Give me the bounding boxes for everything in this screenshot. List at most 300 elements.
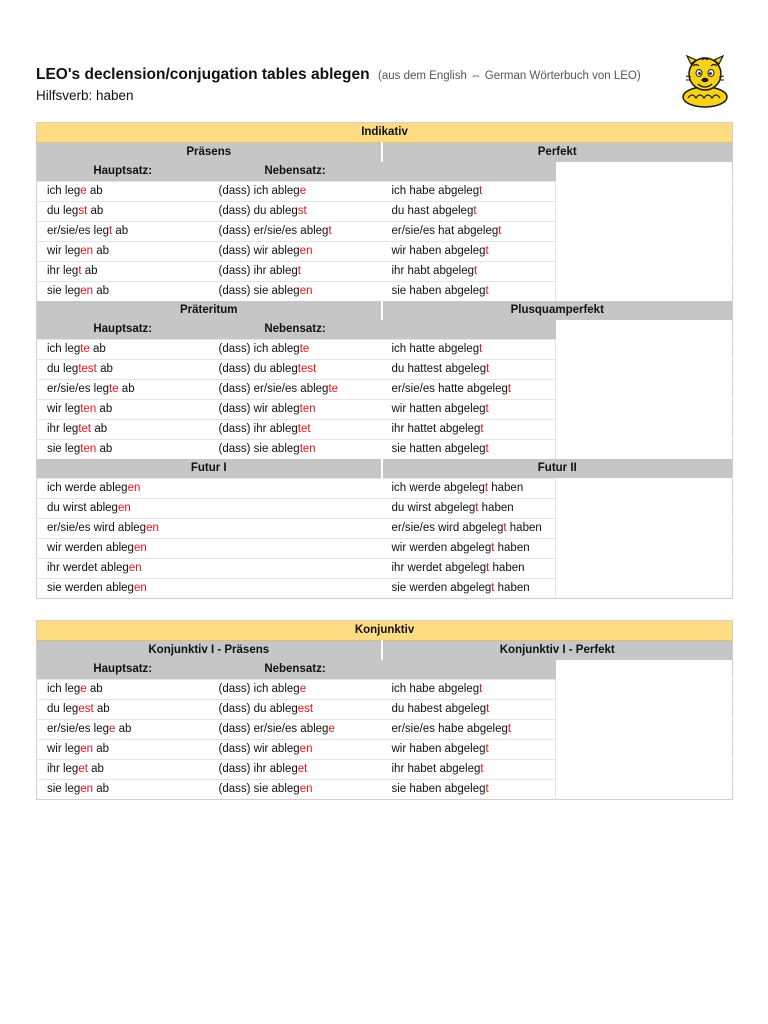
mood-header: Indikativ: [37, 123, 733, 143]
row-spacer: [556, 340, 733, 360]
compound-form: [382, 440, 556, 460]
table-row: [37, 440, 733, 460]
form-ending: en: [128, 562, 142, 574]
row-spacer: [556, 760, 733, 780]
subheader-nebensatz: Nebensatz:: [209, 660, 382, 680]
compound-form: [382, 479, 556, 499]
form-ending: t: [480, 423, 484, 435]
subheader-empty: [556, 660, 733, 680]
form-stem: (dass) sie ableg: [218, 443, 300, 455]
form-stem: ihr hattet abgeleg: [391, 423, 481, 435]
form-tail: ab: [96, 443, 113, 455]
form-stem: wir hatten abgeleg: [391, 403, 486, 415]
table-row: [37, 282, 733, 302]
table-row: [37, 579, 733, 599]
form-tail: ab: [86, 185, 103, 197]
compound-form: [382, 202, 556, 222]
table-row: [37, 760, 733, 780]
form-tail: haben: [489, 562, 525, 574]
form-stem: sie werden ableg: [47, 582, 134, 594]
form-tail: ab: [96, 363, 113, 375]
form-stem: du habest abgeleg: [391, 703, 487, 715]
form-tail: ab: [93, 285, 110, 297]
form-stem: wir werden ableg: [47, 542, 134, 554]
form-ending: t: [473, 265, 478, 277]
form-ending: t: [485, 403, 489, 415]
table-row: [37, 720, 733, 740]
subheader-blank: [382, 320, 556, 340]
form-ending: t: [109, 225, 113, 237]
form-ending: t: [485, 783, 489, 795]
subheader-hauptsatz: Hauptsatz:: [37, 660, 209, 680]
form-stem: du leg: [47, 205, 79, 217]
form-stem: du hattest abgeleg: [391, 363, 487, 375]
form-stem: (dass) ich ableg: [218, 343, 300, 355]
form-stem: du leg: [47, 703, 79, 715]
hauptsatz-form: [37, 559, 209, 579]
title-line: [36, 66, 641, 84]
form-stem: er/sie/es wird ableg: [47, 522, 147, 534]
hauptsatz-form: [37, 380, 209, 400]
form-ending: st: [78, 205, 88, 217]
form-ending: t: [507, 383, 512, 395]
hauptsatz-form: [37, 440, 209, 460]
hauptsatz-form: [37, 242, 209, 262]
nebensatz-form: [209, 700, 382, 720]
compound-form: [382, 740, 556, 760]
form-stem: er/sie/es wird abgeleg: [391, 522, 504, 534]
hauptsatz-form: [37, 262, 209, 282]
form-stem: ich leg: [47, 343, 81, 355]
form-stem: ich hatte abgeleg: [391, 343, 480, 355]
page-title: LEO's declension/conjugation tables ablegen: [36, 66, 370, 83]
row-spacer: [556, 202, 733, 222]
table-row: [37, 740, 733, 760]
form-ending: en: [80, 245, 94, 257]
leo-lion-logo-icon: [678, 52, 732, 108]
compound-form: [382, 780, 556, 800]
tense-header-right: Perfekt: [382, 143, 733, 163]
form-ending: t: [485, 443, 489, 455]
form-stem: (dass) sie ableg: [218, 783, 300, 795]
form-ending: ten: [80, 443, 97, 455]
form-stem: (dass) er/sie/es ableg: [218, 723, 329, 735]
nebensatz-form: [209, 519, 382, 539]
nebensatz-form: [209, 360, 382, 380]
form-tail: ab: [118, 383, 135, 395]
compound-form: [382, 282, 556, 302]
form-ending: t: [328, 225, 332, 237]
form-tail: ab: [86, 683, 103, 695]
row-spacer: [556, 242, 733, 262]
form-ending: en: [299, 783, 313, 795]
form-ending: t: [479, 343, 483, 355]
compound-form: [382, 360, 556, 380]
form-stem: wir leg: [47, 743, 81, 755]
tense-header-right: Konjunktiv I - Perfekt: [382, 641, 733, 661]
form-ending: tet: [78, 423, 92, 435]
form-stem: (dass) ich ableg: [218, 185, 300, 197]
form-ending: est: [297, 703, 314, 715]
row-spacer: [556, 262, 733, 282]
form-ending: en: [299, 245, 313, 257]
compound-form: [382, 222, 556, 242]
table-row: [37, 182, 733, 202]
hauptsatz-form: [37, 740, 209, 760]
tense-header-left: Konjunktiv I - Präsens: [37, 641, 382, 661]
compound-form: [382, 760, 556, 780]
form-stem: du hast abgeleg: [391, 205, 474, 217]
form-stem: ihr leg: [47, 763, 79, 775]
form-stem: sie leg: [47, 443, 81, 455]
hauptsatz-form: [37, 700, 209, 720]
form-ending: t: [498, 225, 502, 237]
row-spacer: [556, 579, 733, 599]
form-tail: haben: [506, 522, 542, 534]
form-ending: e: [80, 185, 87, 197]
table-row: [37, 519, 733, 539]
form-ending: en: [133, 582, 147, 594]
form-stem: ich leg: [47, 683, 81, 695]
compound-form: [382, 539, 556, 559]
form-stem: ihr leg: [47, 423, 79, 435]
form-stem: ich leg: [47, 185, 81, 197]
form-stem: er/sie/es habe abgeleg: [391, 723, 508, 735]
form-ending: en: [146, 522, 159, 534]
form-ending: st: [297, 205, 307, 217]
hauptsatz-form: [37, 579, 209, 599]
hauptsatz-form: [37, 760, 209, 780]
subheader-empty: [556, 162, 733, 182]
form-stem: du wirst ableg: [47, 502, 118, 514]
form-ending: t: [78, 265, 82, 277]
form-ending: t: [503, 522, 507, 534]
form-ending: t: [479, 683, 483, 695]
form-stem: (dass) ich ableg: [218, 683, 300, 695]
form-stem: sie haben abgeleg: [391, 783, 486, 795]
form-ending: e: [299, 683, 307, 695]
form-tail: ab: [93, 703, 110, 715]
table-row: [37, 479, 733, 499]
form-ending: en: [80, 783, 94, 795]
form-stem: wir haben abgeleg: [391, 743, 486, 755]
table-row: [37, 559, 733, 579]
form-stem: er/sie/es leg: [47, 383, 110, 395]
form-ending: te: [299, 343, 310, 355]
nebensatz-form: [209, 202, 382, 222]
row-spacer: [556, 700, 733, 720]
hauptsatz-form: [37, 282, 209, 302]
compound-form: [382, 700, 556, 720]
form-stem: er/sie/es leg: [47, 723, 110, 735]
hauptsatz-form: [37, 519, 209, 539]
form-ending: test: [78, 363, 97, 375]
form-stem: (dass) ihr ableg: [218, 265, 298, 277]
form-ending: t: [475, 502, 479, 514]
table-row: [37, 680, 733, 700]
table-row: [37, 340, 733, 360]
row-spacer: [556, 680, 733, 700]
hauptsatz-form: [37, 539, 209, 559]
form-tail: ab: [81, 265, 98, 277]
table-row: [37, 539, 733, 559]
table-row: [37, 780, 733, 800]
form-tail: ab: [91, 423, 108, 435]
form-ending: t: [480, 763, 484, 775]
nebensatz-form: [209, 340, 382, 360]
compound-form: [382, 720, 556, 740]
form-stem: (dass) du ableg: [218, 363, 298, 375]
form-stem: wir leg: [47, 403, 81, 415]
subheader-hauptsatz: Hauptsatz:: [37, 162, 209, 182]
form-tail: ab: [115, 723, 132, 735]
form-stem: ich werde ableg: [47, 482, 128, 494]
form-stem: sie werden abgeleg: [391, 582, 492, 594]
form-tail: haben: [478, 502, 514, 514]
form-ending: t: [491, 582, 495, 594]
subheader-hauptsatz: Hauptsatz:: [37, 320, 209, 340]
form-ending: t: [491, 542, 495, 554]
page-header: [36, 66, 641, 103]
row-spacer: [556, 360, 733, 380]
conjugation-table-konjunktiv: [36, 620, 733, 800]
row-spacer: [556, 440, 733, 460]
nebensatz-form: [209, 182, 382, 202]
compound-form: [382, 400, 556, 420]
table-row: [37, 222, 733, 242]
form-ending: te: [109, 383, 119, 395]
nebensatz-form: [209, 780, 382, 800]
form-tail: ab: [93, 783, 110, 795]
row-spacer: [556, 780, 733, 800]
form-stem: ihr werdet ableg: [47, 562, 129, 574]
form-ending: t: [486, 562, 490, 574]
page-subtitle: (aus dem English ⇔ German Wörterbuch von LEO): [378, 70, 641, 82]
subheader-blank: [382, 660, 556, 680]
subheader-nebensatz: Nebensatz:: [209, 320, 382, 340]
form-ending: en: [133, 542, 147, 554]
form-stem: ihr werdet abgeleg: [391, 562, 487, 574]
nebensatz-form: [209, 420, 382, 440]
form-stem: ihr habet abgeleg: [391, 763, 481, 775]
hauptsatz-form: [37, 182, 209, 202]
hauptsatz-form: [37, 499, 209, 519]
form-ending: et: [78, 763, 88, 775]
form-ending: t: [473, 205, 477, 217]
compound-form: [382, 380, 556, 400]
row-spacer: [556, 400, 733, 420]
form-stem: er/sie/es hat abgeleg: [391, 225, 499, 237]
form-ending: e: [299, 185, 307, 197]
table-row: [37, 202, 733, 222]
hauptsatz-form: [37, 340, 209, 360]
table-row: [37, 700, 733, 720]
hauptsatz-form: [37, 680, 209, 700]
form-ending: e: [109, 723, 116, 735]
row-spacer: [556, 499, 733, 519]
compound-form: [382, 420, 556, 440]
form-stem: wir haben abgeleg: [391, 245, 486, 257]
form-stem: ich habe abgeleg: [391, 185, 480, 197]
compound-form: [382, 579, 556, 599]
row-spacer: [556, 182, 733, 202]
subheader-nebensatz: Nebensatz:: [209, 162, 382, 182]
nebensatz-form: [209, 760, 382, 780]
form-ending: en: [80, 743, 94, 755]
row-spacer: [556, 380, 733, 400]
form-stem: (dass) du ableg: [218, 205, 298, 217]
form-stem: sie haben abgeleg: [391, 285, 486, 297]
form-ending: te: [80, 343, 90, 355]
form-tail: haben: [494, 542, 530, 554]
form-ending: t: [479, 185, 483, 197]
tense-header-left: Futur I: [37, 459, 382, 479]
hauptsatz-form: [37, 400, 209, 420]
form-stem: ihr habt abgeleg: [391, 265, 474, 277]
compound-form: [382, 340, 556, 360]
form-ending: et: [297, 763, 308, 775]
hauptsatz-form: [37, 360, 209, 380]
nebensatz-form: [209, 440, 382, 460]
form-stem: ich werde abgeleg: [391, 482, 485, 494]
compound-form: [382, 680, 556, 700]
row-spacer: [556, 222, 733, 242]
tense-header-right: Futur II: [382, 459, 733, 479]
form-stem: (dass) ihr ableg: [218, 423, 298, 435]
form-ending: e: [328, 723, 335, 735]
form-ending: en: [299, 743, 313, 755]
form-ending: ten: [299, 443, 316, 455]
form-tail: ab: [89, 343, 106, 355]
form-ending: test: [297, 363, 317, 375]
hauptsatz-form: [37, 780, 209, 800]
nebensatz-form: [209, 479, 382, 499]
form-stem: (dass) sie ableg: [218, 285, 300, 297]
form-ending: ten: [80, 403, 97, 415]
row-spacer: [556, 539, 733, 559]
conjugation-table-indikativ: [36, 122, 733, 599]
table-row: [37, 242, 733, 262]
table-row: [37, 360, 733, 380]
form-ending: t: [485, 285, 489, 297]
form-tail: haben: [488, 482, 524, 494]
table-row: [37, 400, 733, 420]
form-ending: ten: [299, 403, 316, 415]
compound-form: [382, 242, 556, 262]
form-stem: (dass) wir ableg: [218, 743, 300, 755]
form-stem: ich habe abgeleg: [391, 683, 480, 695]
form-stem: ihr leg: [47, 265, 79, 277]
form-stem: er/sie/es leg: [47, 225, 110, 237]
row-spacer: [556, 720, 733, 740]
form-ending: est: [78, 703, 94, 715]
nebensatz-form: [209, 740, 382, 760]
hauptsatz-form: [37, 202, 209, 222]
form-stem: er/sie/es hatte abgeleg: [391, 383, 508, 395]
tense-header-left: Präsens: [37, 143, 382, 163]
mood-header: Konjunktiv: [37, 621, 733, 641]
form-ending: t: [485, 743, 489, 755]
row-spacer: [556, 519, 733, 539]
table-row: [37, 380, 733, 400]
form-stem: du wirst abgeleg: [391, 502, 476, 514]
nebensatz-form: [209, 222, 382, 242]
tense-header-right: Plusquamperfekt: [382, 301, 733, 320]
compound-form: [382, 182, 556, 202]
form-stem: du leg: [47, 363, 79, 375]
nebensatz-form: [209, 499, 382, 519]
form-ending: te: [328, 383, 339, 395]
nebensatz-form: [209, 282, 382, 302]
form-stem: (dass) wir ableg: [218, 245, 300, 257]
compound-form: [382, 262, 556, 282]
form-tail: ab: [87, 205, 104, 217]
form-tail: ab: [96, 403, 113, 415]
nebensatz-form: [209, 559, 382, 579]
compound-form: [382, 499, 556, 519]
form-ending: t: [507, 723, 512, 735]
row-spacer: [556, 282, 733, 302]
form-ending: t: [297, 265, 301, 277]
nebensatz-form: [209, 720, 382, 740]
form-stem: sie hatten abgeleg: [391, 443, 486, 455]
table-row: [37, 262, 733, 282]
form-ending: t: [484, 482, 489, 494]
form-tail: ab: [93, 245, 110, 257]
form-stem: (dass) er/sie/es ableg: [218, 383, 329, 395]
nebensatz-form: [209, 579, 382, 599]
form-stem: (dass) er/sie/es ableg: [218, 225, 329, 237]
subheader-empty: [556, 320, 733, 340]
nebensatz-form: [209, 400, 382, 420]
form-ending: t: [485, 245, 489, 257]
nebensatz-form: [209, 539, 382, 559]
row-spacer: [556, 479, 733, 499]
nebensatz-form: [209, 242, 382, 262]
hauptsatz-form: [37, 420, 209, 440]
row-spacer: [556, 420, 733, 440]
form-stem: (dass) wir ableg: [218, 403, 300, 415]
form-ending: tet: [297, 423, 311, 435]
form-stem: wir leg: [47, 245, 81, 257]
row-spacer: [556, 740, 733, 760]
hauptsatz-form: [37, 479, 209, 499]
form-stem: sie leg: [47, 285, 81, 297]
hauptsatz-form: [37, 222, 209, 242]
row-spacer: [556, 559, 733, 579]
form-ending: t: [486, 703, 490, 715]
subheader-blank: [382, 162, 556, 182]
compound-form: [382, 559, 556, 579]
form-ending: e: [80, 683, 87, 695]
form-stem: (dass) du ableg: [218, 703, 298, 715]
form-tail: ab: [93, 743, 110, 755]
hauptsatz-form: [37, 720, 209, 740]
form-ending: en: [117, 502, 131, 514]
nebensatz-form: [209, 380, 382, 400]
form-tail: ab: [112, 225, 129, 237]
form-stem: wir werden abgeleg: [391, 542, 492, 554]
auxiliary-verb: Hilfsverb: haben: [36, 88, 134, 103]
form-tail: ab: [87, 763, 104, 775]
table-row: [37, 499, 733, 519]
form-stem: sie leg: [47, 783, 81, 795]
compound-form: [382, 519, 556, 539]
tense-header-left: Präteritum: [37, 301, 382, 320]
form-ending: t: [486, 363, 490, 375]
form-ending: en: [299, 285, 313, 297]
nebensatz-form: [209, 262, 382, 282]
